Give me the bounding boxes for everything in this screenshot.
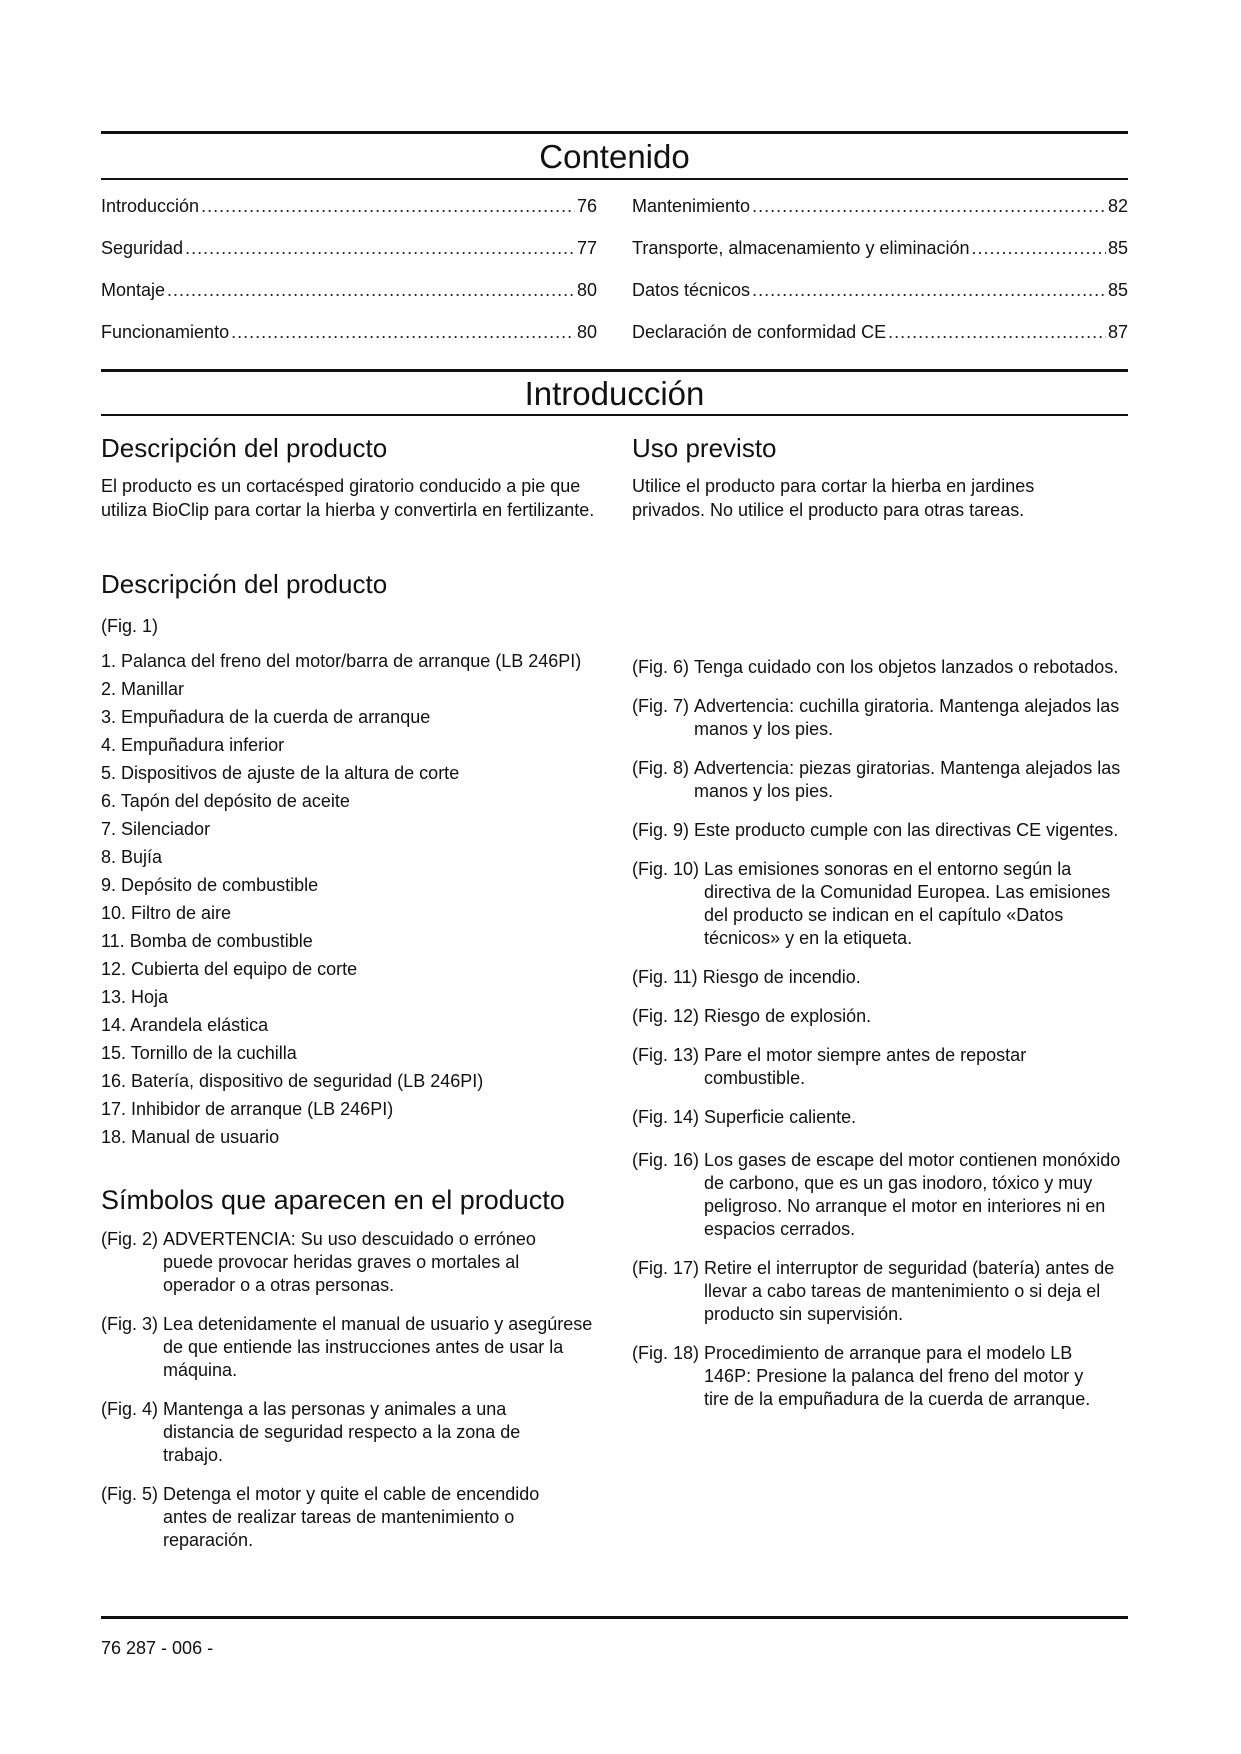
toc-entry-page: 85: [1107, 238, 1128, 258]
fig-label: (Fig. 13): [632, 1045, 700, 1065]
fig-label: (Fig. 11): [632, 967, 698, 987]
product-description-text: El producto es un cortacésped giratorio conducido a pie que utiliza BioClip para cortar la hierba y convertirla en fertilizante.: [101, 476, 595, 520]
toc-entry-title: Funcionamiento: [101, 322, 230, 342]
parts-list: [101, 650, 597, 1148]
toc-entry[interactable]: [101, 278, 597, 302]
symbol-description: [632, 1005, 1132, 1028]
list-item: 1. Palanca del freno del motor/barra de arranque (LB 246PI): [101, 651, 582, 671]
list-item: 2. Manillar: [101, 679, 185, 699]
toc-entry-title: Mantenimiento: [632, 196, 751, 216]
fig-label: (Fig. 18): [632, 1343, 700, 1363]
page-footer: 76 287 - 006 -: [101, 1638, 214, 1658]
symbol-description: [101, 1313, 597, 1382]
fig-text: Este producto cumple con las directivas CE vigentes.: [694, 820, 1119, 840]
list-item: 12. Cubierta del equipo de corte: [101, 959, 358, 979]
toc-entry[interactable]: [632, 320, 1128, 344]
fig-text: Retire el interruptor de seguridad (batería) antes de llevar a cabo tareas de mantenimiento o si deja el producto sin supervisión.: [704, 1258, 1115, 1324]
footer-rule: [101, 1616, 1128, 1619]
list-item: 11. Bomba de combustible: [101, 931, 313, 951]
intro-title: Introducción: [524, 375, 705, 412]
fig-text: Riesgo de incendio.: [702, 967, 861, 987]
symbol-description: [632, 757, 1132, 803]
toc-entry-title: Montaje: [101, 280, 166, 300]
list-item: 5. Dispositivos de ajuste de la altura de corte: [101, 763, 460, 783]
contents-title: Contenido: [539, 138, 690, 175]
intended-use-text: Utilice el producto para cortar la hierba en jardines privados. No utilice el producto para otras tareas.: [632, 476, 1035, 520]
symbol-description: [632, 1257, 1132, 1326]
fig-label: (Fig. 4): [101, 1399, 159, 1419]
list-item: 13. Hoja: [101, 987, 169, 1007]
fig-label: (Fig. 6): [632, 657, 690, 677]
symbol-description: [632, 1044, 1132, 1090]
product-description-heading: Descripción del producto: [101, 433, 388, 463]
fig-label: (Fig. 14): [632, 1107, 700, 1127]
toc-entry-page: 85: [1107, 280, 1128, 300]
toc-entry[interactable]: [632, 278, 1128, 302]
toc-entry-page: 80: [576, 280, 597, 300]
fig-text: Mantenga a las personas y animales a una distancia de seguridad respecto a la zona de trabajo.: [163, 1399, 521, 1465]
fig-text: Advertencia: cuchilla giratoria. Mantenga alejados las manos y los pies.: [694, 696, 1120, 739]
list-item: 7. Silenciador: [101, 819, 211, 839]
toc-entry-page: 77: [576, 238, 597, 258]
list-item: 14. Arandela elástica: [101, 1015, 269, 1035]
toc-leader-dots: [201, 194, 575, 218]
toc-entry-title: Declaración de conformidad CE: [632, 322, 887, 342]
list-item: 6. Tapón del depósito de aceite: [101, 791, 350, 811]
symbols-right-column: [632, 656, 1132, 1411]
fig-text: Los gases de escape del motor contienen monóxido de carbono, que es un gas inodoro, tóxico y muy peligroso. No arranque el motor en interiores ni en espacios cerrados.: [704, 1150, 1121, 1239]
toc-entry[interactable]: [101, 320, 597, 344]
symbol-description: [101, 1228, 597, 1297]
fig-text: Superficie caliente.: [704, 1107, 857, 1127]
fig-label: (Fig. 3): [101, 1314, 159, 1334]
contents-top-rule: [101, 131, 1128, 134]
symbol-description: [632, 858, 1132, 950]
symbol-description: [632, 1106, 1132, 1129]
symbols-section: [101, 1184, 597, 1552]
fig-text: Pare el motor siempre antes de repostar combustible.: [704, 1045, 1027, 1088]
fig-text: Tenga cuidado con los objetos lanzados o rebotados.: [694, 657, 1119, 677]
toc-entry[interactable]: [101, 236, 597, 260]
fig-text: Lea detenidamente el manual de usuario y asegúrese de que entiende las instrucciones antes de usar la máquina.: [163, 1314, 593, 1380]
fig-label: (Fig. 16): [632, 1150, 700, 1170]
fig-label: (Fig. 7): [632, 696, 690, 716]
product-overview-section: [101, 568, 597, 1154]
toc-leader-dots: [185, 236, 575, 260]
toc-entry[interactable]: [101, 194, 597, 218]
product-overview-heading: Descripción del producto: [101, 569, 388, 599]
fig-label: (Fig. 17): [632, 1258, 700, 1278]
fig-text: Detenga el motor y quite el cable de encendido antes de realizar tareas de mantenimiento o reparación.: [163, 1484, 540, 1550]
symbol-description: [632, 695, 1132, 741]
fig-text: Las emisiones sonoras en el entorno según la directiva de la Comunidad Europea. Las emisiones del producto se indican en el capítulo «Datos técnicos» y en la etiqueta.: [704, 859, 1111, 948]
intro-top-rule: [101, 369, 1128, 372]
list-item: 15. Tornillo de la cuchilla: [101, 1043, 297, 1063]
toc-entry-page: 76: [576, 196, 597, 216]
fig1-reference: (Fig. 1): [101, 616, 159, 636]
toc-entry-title: Datos técnicos: [632, 280, 751, 300]
toc-leader-dots: [752, 194, 1106, 218]
toc-entry[interactable]: [632, 194, 1128, 218]
intro-bottom-rule: [101, 414, 1128, 416]
symbol-description: [101, 1398, 597, 1467]
contents-bottom-rule: [101, 178, 1128, 180]
toc-leader-dots: [167, 278, 575, 302]
toc-leader-dots: [888, 320, 1106, 344]
fig-label: (Fig. 12): [632, 1006, 700, 1026]
list-item: 17. Inhibidor de arranque (LB 246PI): [101, 1099, 394, 1119]
intended-use-heading: Uso previsto: [632, 433, 777, 463]
toc-entry-title: Seguridad: [101, 238, 184, 258]
toc-entry-title: Introducción: [101, 196, 200, 216]
symbol-description: [632, 966, 1132, 989]
toc-leader-dots: [752, 278, 1106, 302]
toc-entry-page: 80: [576, 322, 597, 342]
fig-label: (Fig. 9): [632, 820, 690, 840]
symbol-description: [632, 656, 1132, 679]
symbol-description: [632, 1149, 1132, 1241]
fig-text: Advertencia: piezas giratorias. Mantenga alejados las manos y los pies.: [694, 758, 1121, 801]
fig-label: (Fig. 2): [101, 1229, 159, 1249]
fig-text: ADVERTENCIA: Su uso descuidado o erróneo puede provocar heridas graves o mortales al operador o a otras personas.: [163, 1229, 536, 1295]
fig-text: Riesgo de explosión.: [704, 1006, 872, 1026]
list-item: 4. Empuñadura inferior: [101, 735, 285, 755]
product-description-section: [101, 432, 597, 522]
toc-leader-dots: [972, 236, 1106, 260]
symbol-description: [632, 819, 1132, 842]
toc-entry-page: 87: [1107, 322, 1128, 342]
list-item: 10. Filtro de aire: [101, 903, 232, 923]
toc-entry-page: 82: [1107, 196, 1128, 216]
toc-entry-title: Transporte, almacenamiento y eliminación: [632, 238, 970, 258]
symbols-heading: Símbolos que aparecen en el producto: [101, 1185, 565, 1215]
fig-text: Procedimiento de arranque para el modelo LB 146P: Presione la palanca del freno del motor y tire de la empuñadura de la cuerda de arranque.: [704, 1343, 1091, 1409]
list-item: 8. Bujía: [101, 847, 163, 867]
toc-entry[interactable]: [632, 236, 1128, 260]
list-item: 9. Depósito de combustible: [101, 875, 319, 895]
list-item: 16. Batería, dispositivo de seguridad (LB 246PI): [101, 1071, 484, 1091]
intended-use-section: [632, 432, 1128, 522]
list-item: 3. Empuñadura de la cuerda de arranque: [101, 707, 431, 727]
symbol-description: [101, 1483, 597, 1552]
toc-leader-dots: [231, 320, 575, 344]
list-item: 18. Manual de usuario: [101, 1127, 280, 1147]
fig-label: (Fig. 8): [632, 758, 690, 778]
symbol-description: [632, 1342, 1132, 1411]
fig-label: (Fig. 5): [101, 1484, 159, 1504]
fig-label: (Fig. 10): [632, 859, 700, 879]
